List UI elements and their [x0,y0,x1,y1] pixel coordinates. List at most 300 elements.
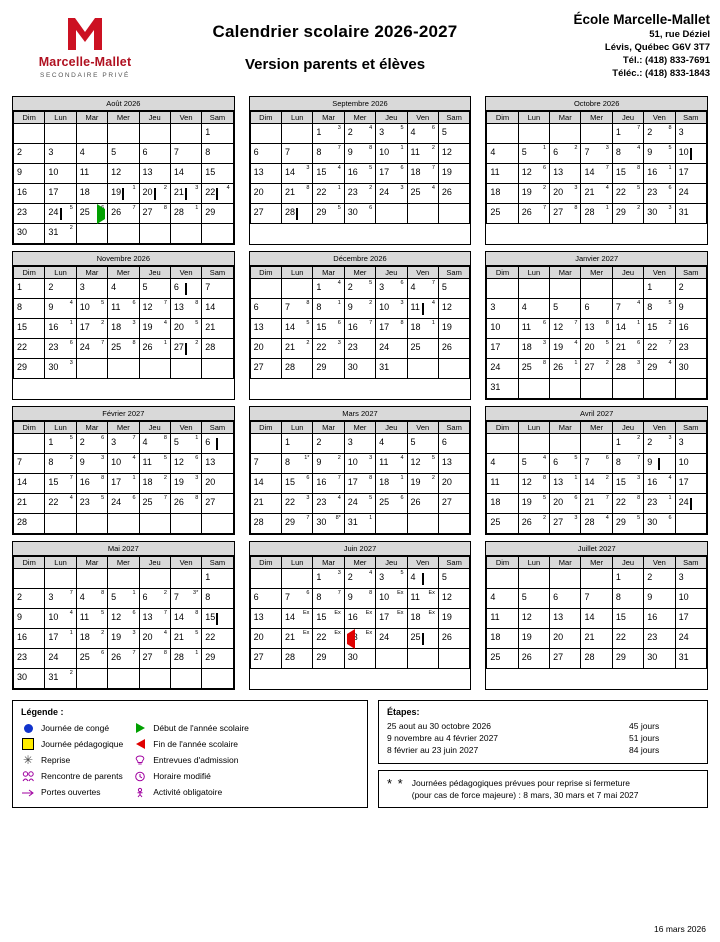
day-cell[interactable] [518,609,549,629]
day-cell[interactable] [250,204,281,224]
day-cell[interactable] [45,629,76,649]
day-cell[interactable] [250,609,281,629]
day-cell[interactable] [202,184,233,204]
day-cell[interactable] [644,144,675,164]
day-cell[interactable] [313,204,344,224]
day-cell[interactable] [313,454,344,474]
day-cell[interactable] [250,299,281,319]
day-cell[interactable] [518,339,549,359]
day-cell[interactable] [282,494,313,514]
day-cell[interactable] [581,359,612,379]
day-cell[interactable] [487,454,518,474]
day-cell[interactable] [14,609,45,629]
day-cell[interactable] [45,339,76,359]
day-cell[interactable] [45,589,76,609]
day-cell[interactable] [612,339,643,359]
day-cell[interactable] [376,434,407,454]
day-cell[interactable] [407,569,438,589]
day-cell[interactable] [407,299,438,319]
day-cell[interactable] [518,649,549,669]
day-cell[interactable] [313,319,344,339]
day-cell[interactable] [407,434,438,454]
day-cell[interactable] [581,164,612,184]
day-cell[interactable] [76,164,107,184]
day-cell[interactable] [76,184,107,204]
day-cell[interactable] [76,319,107,339]
day-cell[interactable] [438,494,469,514]
day-cell[interactable] [108,629,139,649]
day-cell[interactable] [313,514,344,534]
day-cell[interactable] [14,279,45,299]
day-cell[interactable] [202,474,233,494]
day-cell[interactable] [76,434,107,454]
day-cell[interactable] [487,339,518,359]
day-cell[interactable] [581,514,612,534]
day-cell[interactable] [170,184,201,204]
day-cell[interactable] [675,204,706,224]
day-cell[interactable] [407,164,438,184]
day-cell[interactable] [108,204,139,224]
day-cell[interactable] [487,474,518,494]
day-cell[interactable] [139,184,170,204]
day-cell[interactable] [407,339,438,359]
day-cell[interactable] [438,319,469,339]
day-cell[interactable] [344,474,375,494]
day-cell[interactable] [407,454,438,474]
day-cell[interactable] [250,589,281,609]
day-cell[interactable] [313,589,344,609]
day-cell[interactable] [313,629,344,649]
day-cell[interactable] [644,514,675,534]
day-cell[interactable] [344,204,375,224]
day-cell[interactable] [45,454,76,474]
day-cell[interactable] [202,144,233,164]
day-cell[interactable] [170,204,201,224]
day-cell[interactable] [675,589,706,609]
day-cell[interactable] [139,649,170,669]
day-cell[interactable] [14,669,45,689]
day-cell[interactable] [14,164,45,184]
day-cell[interactable] [487,184,518,204]
day-cell[interactable] [202,629,233,649]
day-cell[interactable] [344,589,375,609]
day-cell[interactable] [344,629,375,649]
day-cell[interactable] [675,164,706,184]
day-cell[interactable] [581,589,612,609]
day-cell[interactable] [139,434,170,454]
day-cell[interactable] [170,629,201,649]
day-cell[interactable] [202,204,233,224]
day-cell[interactable] [487,514,518,534]
day-cell[interactable] [344,609,375,629]
day-cell[interactable] [518,299,549,319]
day-cell[interactable] [344,454,375,474]
day-cell[interactable] [108,164,139,184]
day-cell[interactable] [14,359,45,379]
day-cell[interactable] [139,474,170,494]
day-cell[interactable] [14,589,45,609]
day-cell[interactable] [250,629,281,649]
day-cell[interactable] [282,204,313,224]
day-cell[interactable] [675,434,706,454]
day-cell[interactable] [376,164,407,184]
day-cell[interactable] [108,474,139,494]
day-cell[interactable] [45,144,76,164]
day-cell[interactable] [581,144,612,164]
day-cell[interactable] [644,319,675,339]
day-cell[interactable] [612,359,643,379]
day-cell[interactable] [76,299,107,319]
day-cell[interactable] [438,164,469,184]
day-cell[interactable] [407,144,438,164]
day-cell[interactable] [581,474,612,494]
day-cell[interactable] [170,454,201,474]
day-cell[interactable] [487,299,518,319]
day-cell[interactable] [313,609,344,629]
day-cell[interactable] [487,589,518,609]
day-cell[interactable] [550,359,581,379]
day-cell[interactable] [518,144,549,164]
day-cell[interactable] [250,514,281,534]
day-cell[interactable] [675,184,706,204]
day-cell[interactable] [407,629,438,649]
day-cell[interactable] [612,299,643,319]
day-cell[interactable] [675,144,706,164]
day-cell[interactable] [313,434,344,454]
day-cell[interactable] [170,144,201,164]
day-cell[interactable] [313,494,344,514]
day-cell[interactable] [250,184,281,204]
day-cell[interactable] [438,184,469,204]
day-cell[interactable] [76,494,107,514]
day-cell[interactable] [282,454,313,474]
day-cell[interactable] [675,339,706,359]
day-cell[interactable] [14,629,45,649]
day-cell[interactable] [518,359,549,379]
day-cell[interactable] [14,319,45,339]
day-cell[interactable] [644,299,675,319]
day-cell[interactable] [644,629,675,649]
day-cell[interactable] [45,494,76,514]
day-cell[interactable] [202,454,233,474]
day-cell[interactable] [376,359,407,379]
day-cell[interactable] [282,609,313,629]
day-cell[interactable] [45,184,76,204]
day-cell[interactable] [675,279,706,299]
day-cell[interactable] [407,609,438,629]
day-cell[interactable] [581,609,612,629]
day-cell[interactable] [202,164,233,184]
day-cell[interactable] [313,299,344,319]
day-cell[interactable] [14,204,45,224]
day-cell[interactable] [282,434,313,454]
day-cell[interactable] [45,609,76,629]
day-cell[interactable] [518,589,549,609]
day-cell[interactable] [612,569,643,589]
day-cell[interactable] [550,609,581,629]
day-cell[interactable] [282,339,313,359]
day-cell[interactable] [612,514,643,534]
day-cell[interactable] [612,144,643,164]
day-cell[interactable] [344,164,375,184]
day-cell[interactable] [644,164,675,184]
day-cell[interactable] [550,589,581,609]
day-cell[interactable] [487,629,518,649]
day-cell[interactable] [487,494,518,514]
day-cell[interactable] [14,299,45,319]
day-cell[interactable] [170,279,201,299]
day-cell[interactable] [376,319,407,339]
day-cell[interactable] [487,649,518,669]
day-cell[interactable] [139,279,170,299]
day-cell[interactable] [675,454,706,474]
day-cell[interactable] [45,299,76,319]
day-cell[interactable] [644,494,675,514]
day-cell[interactable] [139,164,170,184]
day-cell[interactable] [170,494,201,514]
day-cell[interactable] [250,454,281,474]
day-cell[interactable] [438,299,469,319]
day-cell[interactable] [344,514,375,534]
day-cell[interactable] [282,589,313,609]
day-cell[interactable] [76,204,107,224]
day-cell[interactable] [675,474,706,494]
day-cell[interactable] [344,569,375,589]
day-cell[interactable] [438,589,469,609]
day-cell[interactable] [108,609,139,629]
day-cell[interactable] [14,144,45,164]
day-cell[interactable] [14,184,45,204]
day-cell[interactable] [45,319,76,339]
day-cell[interactable] [170,164,201,184]
day-cell[interactable] [14,454,45,474]
day-cell[interactable] [139,589,170,609]
day-cell[interactable] [487,379,518,399]
day-cell[interactable] [250,494,281,514]
day-cell[interactable] [14,649,45,669]
day-cell[interactable] [612,124,643,144]
day-cell[interactable] [675,609,706,629]
day-cell[interactable] [550,629,581,649]
day-cell[interactable] [550,299,581,319]
day-cell[interactable] [612,319,643,339]
day-cell[interactable] [550,144,581,164]
day-cell[interactable] [76,649,107,669]
day-cell[interactable] [644,339,675,359]
day-cell[interactable] [202,319,233,339]
day-cell[interactable] [202,124,233,144]
day-cell[interactable] [313,569,344,589]
day-cell[interactable] [581,629,612,649]
day-cell[interactable] [518,204,549,224]
day-cell[interactable] [139,299,170,319]
day-cell[interactable] [250,649,281,669]
day-cell[interactable] [108,299,139,319]
day-cell[interactable] [644,279,675,299]
day-cell[interactable] [108,454,139,474]
day-cell[interactable] [139,319,170,339]
day-cell[interactable] [581,494,612,514]
day-cell[interactable] [45,164,76,184]
day-cell[interactable] [313,164,344,184]
day-cell[interactable] [518,454,549,474]
day-cell[interactable] [344,319,375,339]
day-cell[interactable] [376,629,407,649]
day-cell[interactable] [250,359,281,379]
day-cell[interactable] [644,359,675,379]
day-cell[interactable] [313,474,344,494]
day-cell[interactable] [313,359,344,379]
day-cell[interactable] [108,649,139,669]
day-cell[interactable] [45,669,76,689]
day-cell[interactable] [518,184,549,204]
day-cell[interactable] [45,649,76,669]
day-cell[interactable] [202,589,233,609]
day-cell[interactable] [76,609,107,629]
day-cell[interactable] [438,339,469,359]
day-cell[interactable] [282,629,313,649]
day-cell[interactable] [581,339,612,359]
day-cell[interactable] [550,184,581,204]
day-cell[interactable] [407,474,438,494]
day-cell[interactable] [344,184,375,204]
day-cell[interactable] [250,339,281,359]
day-cell[interactable] [108,494,139,514]
day-cell[interactable] [550,164,581,184]
day-cell[interactable] [313,279,344,299]
day-cell[interactable] [344,124,375,144]
day-cell[interactable] [675,124,706,144]
day-cell[interactable] [438,609,469,629]
day-cell[interactable] [313,339,344,359]
day-cell[interactable] [108,589,139,609]
day-cell[interactable] [344,434,375,454]
day-cell[interactable] [344,359,375,379]
day-cell[interactable] [139,204,170,224]
day-cell[interactable] [438,569,469,589]
day-cell[interactable] [45,434,76,454]
day-cell[interactable] [612,454,643,474]
day-cell[interactable] [407,494,438,514]
day-cell[interactable] [202,569,233,589]
day-cell[interactable] [550,454,581,474]
day-cell[interactable] [250,474,281,494]
day-cell[interactable] [14,224,45,244]
day-cell[interactable] [550,494,581,514]
day-cell[interactable] [282,359,313,379]
day-cell[interactable] [612,164,643,184]
day-cell[interactable] [250,164,281,184]
day-cell[interactable] [76,474,107,494]
day-cell[interactable] [550,339,581,359]
day-cell[interactable] [76,629,107,649]
day-cell[interactable] [487,204,518,224]
day-cell[interactable] [438,474,469,494]
day-cell[interactable] [139,144,170,164]
day-cell[interactable] [282,299,313,319]
day-cell[interactable] [612,434,643,454]
day-cell[interactable] [581,299,612,319]
day-cell[interactable] [250,144,281,164]
day-cell[interactable] [139,629,170,649]
day-cell[interactable] [170,649,201,669]
day-cell[interactable] [675,649,706,669]
day-cell[interactable] [675,299,706,319]
day-cell[interactable] [202,609,233,629]
day-cell[interactable] [612,629,643,649]
day-cell[interactable] [202,339,233,359]
day-cell[interactable] [344,494,375,514]
day-cell[interactable] [612,204,643,224]
day-cell[interactable] [644,609,675,629]
day-cell[interactable] [45,204,76,224]
day-cell[interactable] [282,184,313,204]
day-cell[interactable] [282,164,313,184]
day-cell[interactable] [518,164,549,184]
day-cell[interactable] [612,609,643,629]
day-cell[interactable] [644,204,675,224]
day-cell[interactable] [487,319,518,339]
day-cell[interactable] [644,454,675,474]
day-cell[interactable] [250,319,281,339]
day-cell[interactable] [344,279,375,299]
day-cell[interactable] [313,144,344,164]
day-cell[interactable] [612,494,643,514]
day-cell[interactable] [644,589,675,609]
day-cell[interactable] [170,319,201,339]
day-cell[interactable] [14,514,45,534]
day-cell[interactable] [313,184,344,204]
day-cell[interactable] [376,569,407,589]
day-cell[interactable] [282,649,313,669]
day-cell[interactable] [14,494,45,514]
day-cell[interactable] [139,609,170,629]
day-cell[interactable] [644,124,675,144]
day-cell[interactable] [282,319,313,339]
day-cell[interactable] [202,649,233,669]
day-cell[interactable] [407,319,438,339]
day-cell[interactable] [581,649,612,669]
day-cell[interactable] [45,359,76,379]
day-cell[interactable] [550,514,581,534]
day-cell[interactable] [108,279,139,299]
day-cell[interactable] [170,339,201,359]
day-cell[interactable] [581,319,612,339]
day-cell[interactable] [407,124,438,144]
day-cell[interactable] [139,339,170,359]
day-cell[interactable] [644,184,675,204]
day-cell[interactable] [170,609,201,629]
day-cell[interactable] [407,589,438,609]
day-cell[interactable] [612,474,643,494]
day-cell[interactable] [376,454,407,474]
day-cell[interactable] [438,454,469,474]
day-cell[interactable] [376,589,407,609]
day-cell[interactable] [376,184,407,204]
day-cell[interactable] [518,629,549,649]
day-cell[interactable] [518,319,549,339]
day-cell[interactable] [438,279,469,299]
day-cell[interactable] [550,319,581,339]
day-cell[interactable] [76,279,107,299]
day-cell[interactable] [675,359,706,379]
day-cell[interactable] [108,339,139,359]
day-cell[interactable] [675,319,706,339]
day-cell[interactable] [612,649,643,669]
day-cell[interactable] [76,339,107,359]
day-cell[interactable] [581,184,612,204]
day-cell[interactable] [344,144,375,164]
